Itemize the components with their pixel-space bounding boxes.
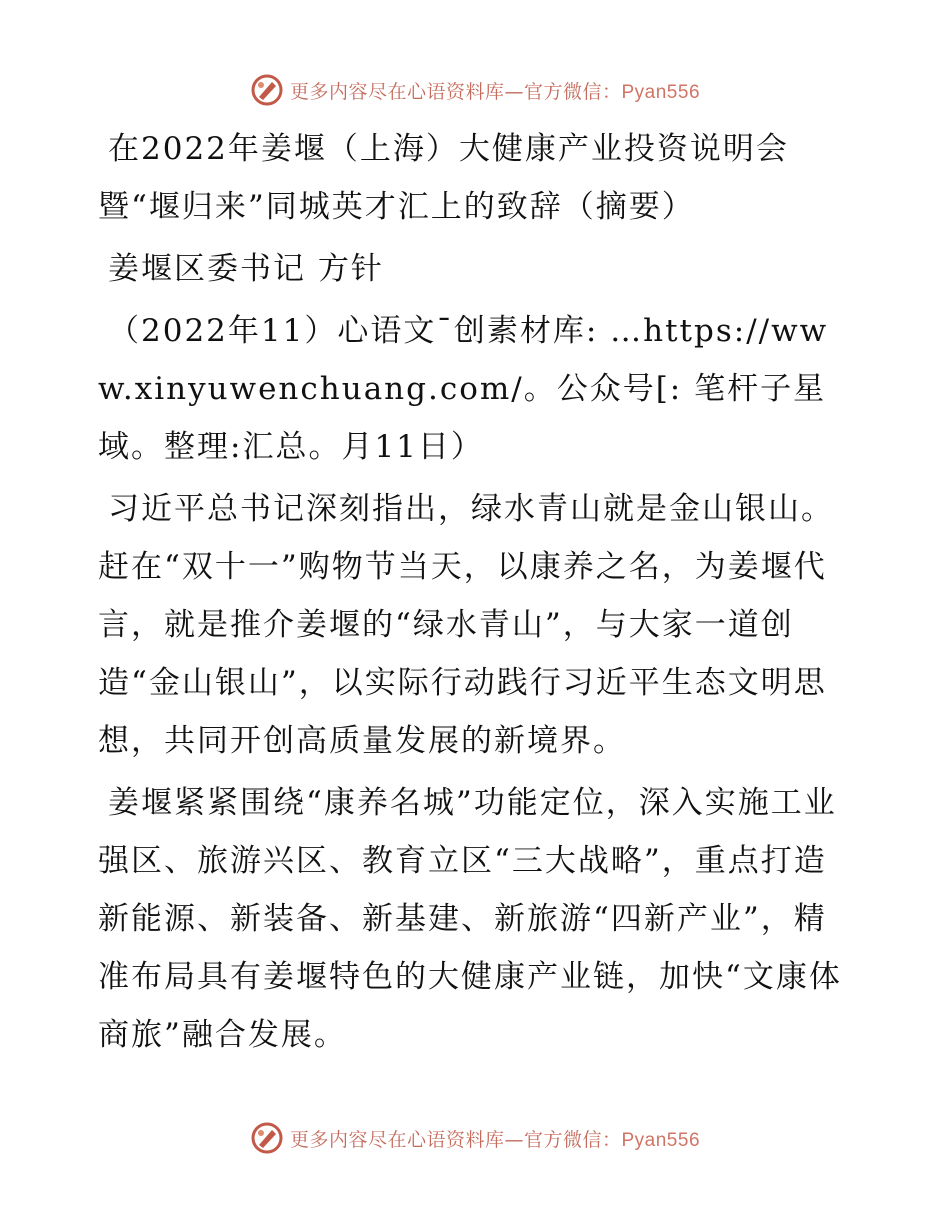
brand-logo-icon	[250, 73, 284, 107]
document-title-line1: 在2022年姜堰（上海）大健康产业投资说明会	[108, 131, 789, 167]
document-paragraph-1: 习近平总书记深刻指出，绿水青山就是金山银山。赶在“双十一”购物节当天，以康养之名，为姜堰代言，就是推介姜堰的“绿水青山”，与大家一道创造“金山银山”，以实际行动践行习近平生态文明思想，共同开创高质量发展的新境界。	[98, 491, 834, 759]
document-date-note: （2022年11）心语文¯创素材库: …https://www.xinyuwenchuang.com/。公众号[: 笔杆子星域。整理:汇总。月11日）	[98, 313, 829, 465]
document-author: 姜堰区委书记 方针	[108, 251, 384, 287]
bottom-watermark-banner	[0, 1118, 950, 1158]
watermark-text: 更多内容尽在心语资料库—官方微信：Pyan556	[289, 80, 701, 103]
top-watermark-banner	[0, 70, 950, 110]
document-title-line2: 暨“堰归来”同城英才汇上的致辞（摘要）	[98, 189, 695, 225]
document-paragraph-2: 姜堰紧紧围绕“康养名城”功能定位，深入实施工业强区、旅游兴区、教育立区“三大战略”，重点打造新能源、新装备、新基建、新旅游“四新产业”，精准布局具有姜堰特色的大健康产业链，加快“文康体商旅”融合发展。	[98, 785, 842, 1053]
watermark-group	[250, 1121, 700, 1155]
watermark-text: 更多内容尽在心语资料库—官方微信：Pyan556	[289, 1128, 701, 1151]
document-body	[98, 120, 858, 1064]
watermark-group	[250, 73, 700, 107]
brand-logo-icon	[250, 1121, 284, 1155]
